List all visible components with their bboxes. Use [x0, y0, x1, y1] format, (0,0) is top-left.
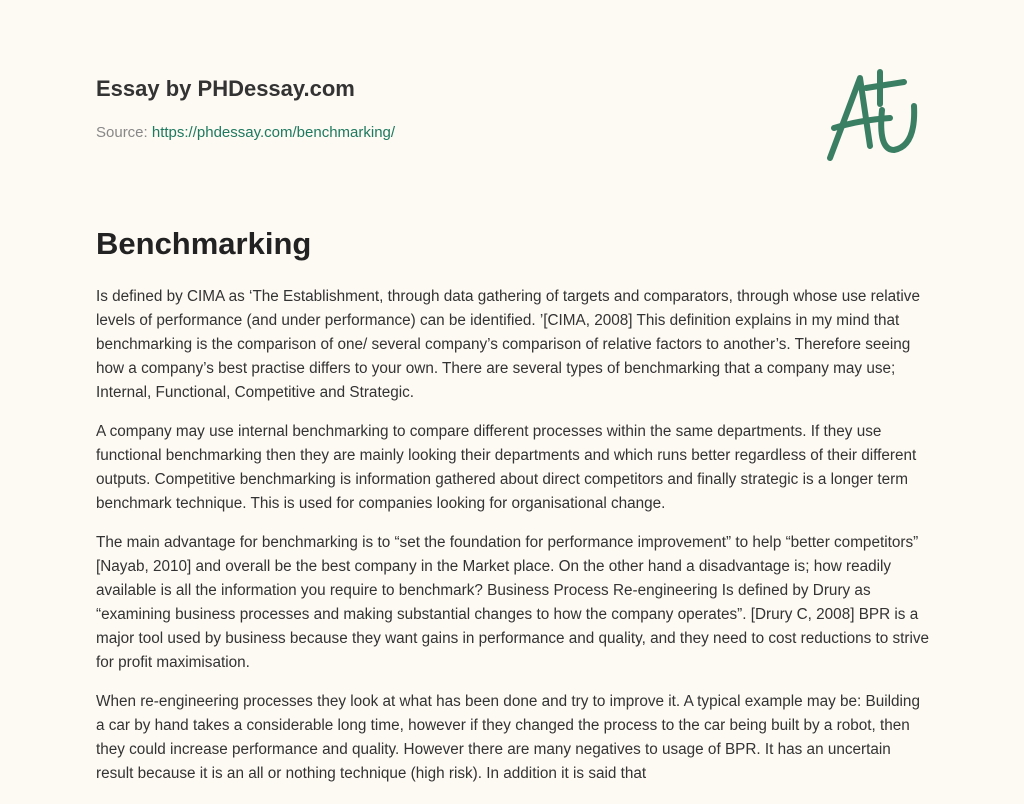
source-label: Source:	[96, 124, 148, 141]
page-header	[0, 0, 1024, 200]
article-title: Benchmarking	[96, 226, 312, 261]
site-title: Essay by PHDessay.com	[96, 76, 355, 101]
a-plus-logo-icon	[820, 66, 930, 166]
article-body	[96, 285, 930, 801]
paragraph: When re-engineering processes they look at what has been done and try to improve it. A typical example may be: Building a car by hand takes a considerable long time, however if they changed the process to the car being built by a robot, then they could increase performance and quality. However there are many negatives to usage of BPR. It has an uncertain result because it is an all or nothing technique (high risk). In addition it is said that	[96, 693, 920, 782]
source-link[interactable]: https://phdessay.com/benchmarking/	[151, 124, 396, 141]
paragraph: The main advantage for benchmarking is to “set the foundation for performance improvement” to help “better competitors” [Nayab, 2010] and overall be the best company in the Market place. On the other hand a disadvantage is; how readily available is all the information you require to benchmark? Business Process Re-engineering Is defined by Drury as “examining business processes and making substantial changes to how the company operates”. [Drury C, 2008] BPR is a major tool used by business because they want gains in performance and quality, and they need to cost reductions to strive for profit maximisation.	[96, 534, 930, 671]
paragraph: Is defined by CIMA as ‘The Establishment, through data gathering of targets and comparators, through whose use relative levels of performance (and under performance) can be identified. ’[CIMA, 2008] This definition explains in my mind that benchmarking is the comparison of one/ several company’s comparison of relative factors to another’s. Therefore seeing how a company’s best practise differs to your own. There are several types of benchmarking that a company may use; Internal, Functional, Competitive and Strategic.	[96, 288, 920, 401]
paragraph: A company may use internal benchmarking to compare different processes within the same departments. If they use functional benchmarking then they are mainly looking their departments and which runs better regardless of their different outputs. Competitive benchmarking is information gathered about direct competitors and finally strategic is a longer term benchmark technique. This is used for companies looking for organisational change.	[96, 423, 917, 512]
source-line	[96, 124, 395, 141]
